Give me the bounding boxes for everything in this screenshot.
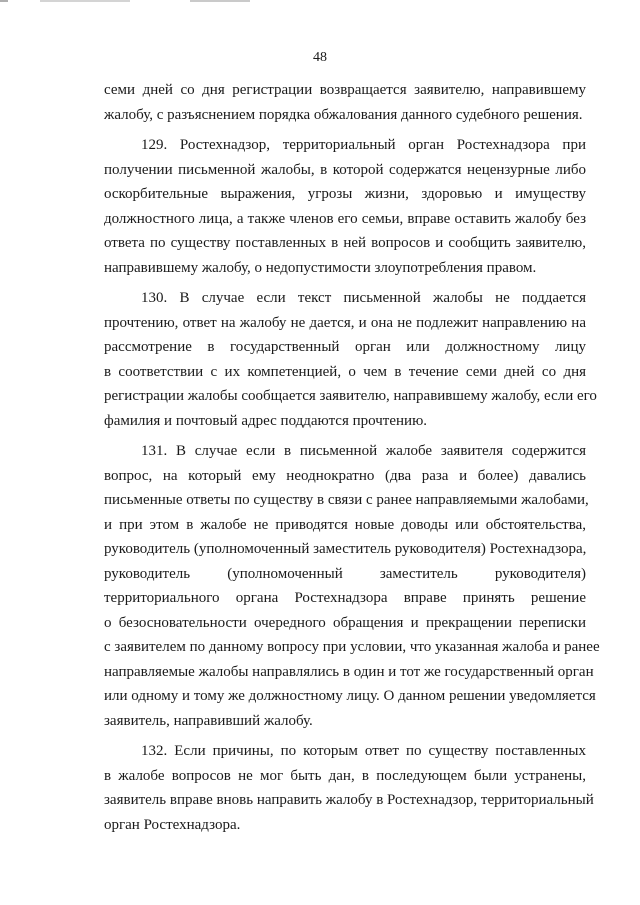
text-line: семи дней со дня регистрации возвращается заявителю, направившему [104,82,586,98]
text-line: фамилия и почтовый адрес поддаются прочтению. [104,412,428,429]
text-line: территориального органа Ростехнадзора вправе принять решение [104,590,586,606]
text-line: прочтению, ответ на жалобу не дается, и она не подлежит направлению на [104,314,586,331]
text-line: и при этом в жалобе не приводятся новые доводы или обстоятельства, [104,516,586,533]
text-line: должностного лица, а также членов его семьи, вправе оставить жалобу без [104,210,586,227]
text-line: письменные ответы по существу в связи с ранее направляемыми жалобами, [104,492,589,508]
document-body [104,78,600,837]
text-line: рассмотрение в государственный орган или должностному лицу [104,339,586,355]
text-line: о безосновательности очередного обращения и прекращении переписки [104,614,586,631]
text-line: 129. Ростехнадзор, территориальный орган Ростехнадзора при [141,137,586,153]
text-line: или одному и тому же должностному лицу. О данном решении уведомляется [104,688,596,704]
text-line: оскорбительные выражения, угрозы жизни, здоровью и имуществу [104,186,586,202]
page-number: 48 [313,50,327,65]
text-line: в жалобе вопросов не мог быть дан, в последующем были устранены, [104,767,586,784]
text-line: 131. В случае если в письменной жалобе заявителя содержится [141,443,586,459]
text-line: жалобу, с разъяснением порядка обжалования данного судебного решения. [104,106,583,123]
text-line: заявитель вправе вновь направить жалобу в Ростехнадзор, территориальный [104,792,594,808]
text-line: заявитель, направивший жалобу. [104,712,313,729]
text-line: вопрос, на который ему неоднократно (два раза и более) давались [104,467,586,484]
text-line: с заявителем по данному вопросу при условии, что указанная жалоба и ранее [104,639,600,655]
text-line: руководитель (уполномоченный заместитель руководителя) Ростехнадзора, [104,541,587,557]
scan-edge [0,0,640,2]
text-line: 132. Если причины, по которым ответ по существу поставленных [141,743,586,759]
text-line: направившему жалобу, о недопустимости злоупотребления правом. [104,259,537,276]
text-line: направляемые жалобы направлялись в один и тот же государственный орган [104,663,594,680]
text-line: руководитель (уполномоченный заместитель руководителя) [104,565,586,582]
text-line: ответа по существу поставленных в ней вопросов и сообщить заявителю, [104,235,586,251]
text-line: регистрации жалобы сообщается заявителю, направившему жалобу, если его [104,388,597,404]
text-line: 130. В случае если текст письменной жалобы не поддается [141,290,586,306]
text-line: орган Ростехнадзора. [104,816,241,833]
text-line: в соответствии с их компетенцией, о чем в течение семи дней со дня [104,363,586,380]
text-line: получении письменной жалобы, в которой содержатся нецензурные либо [104,161,586,178]
